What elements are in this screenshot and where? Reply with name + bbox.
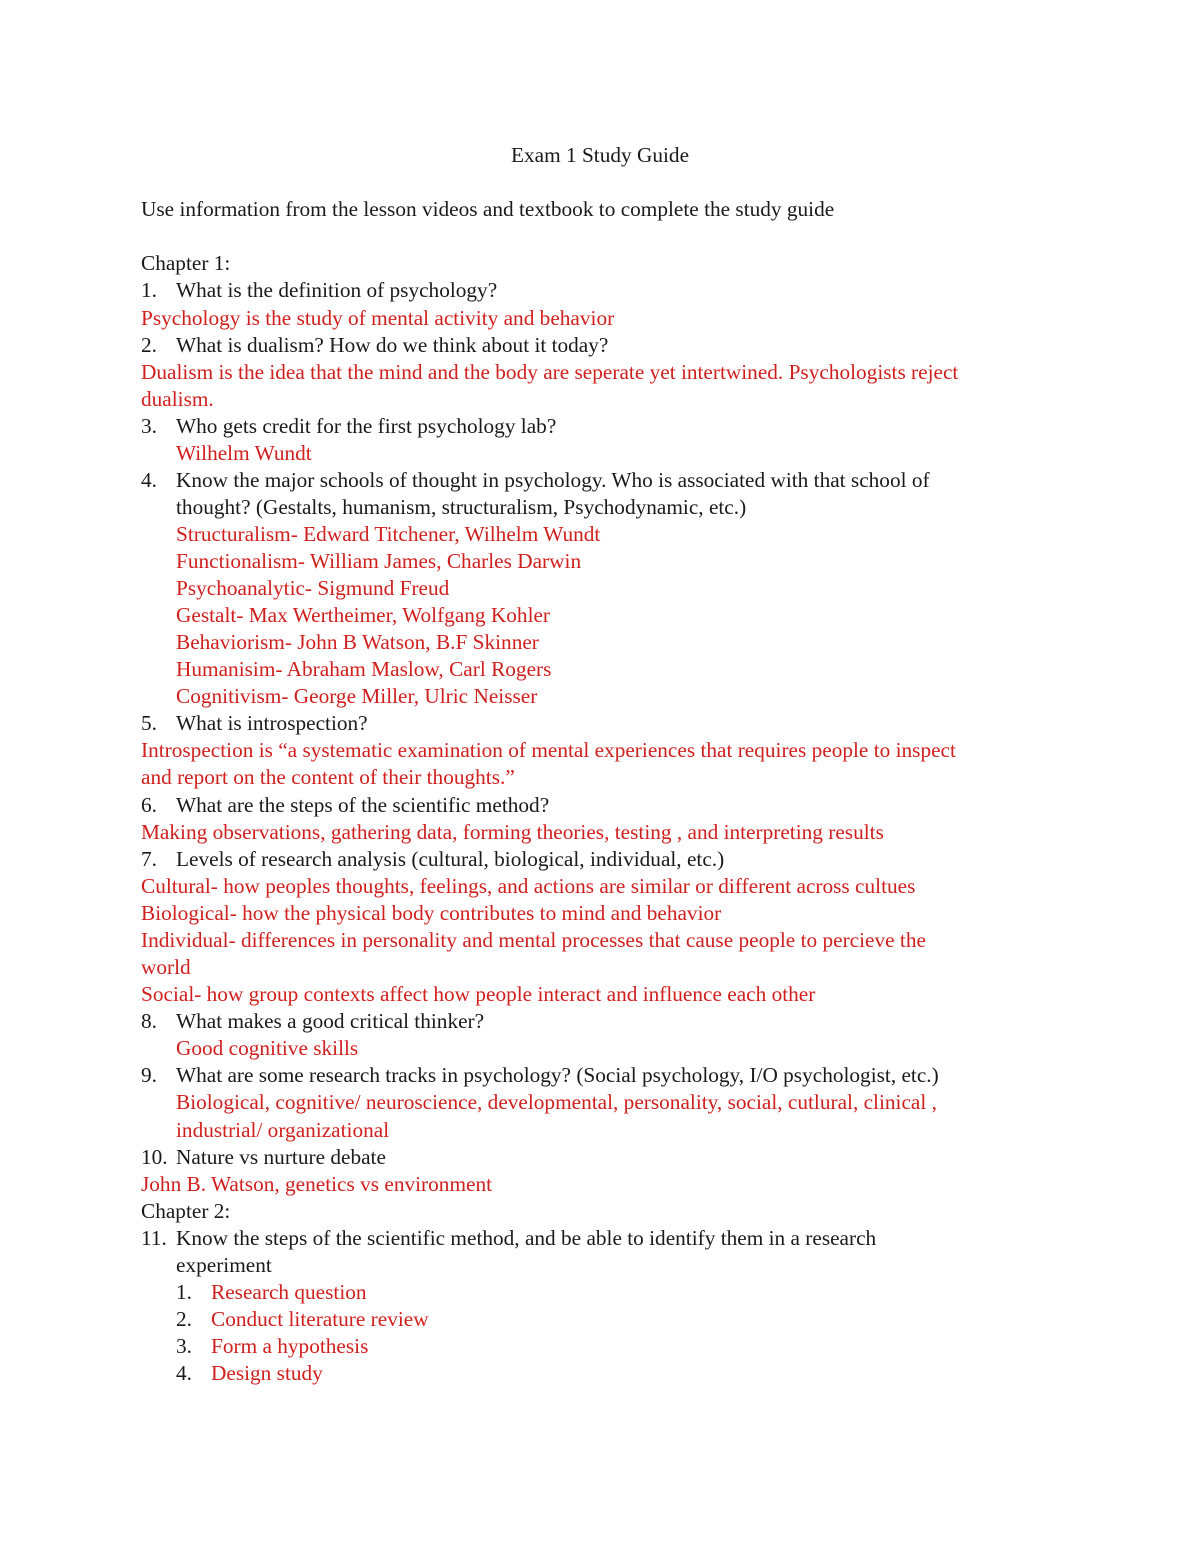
q11-step-number: 4. — [176, 1361, 192, 1385]
q4-answer: Cognitivism- George Miller, Ulric Neisser — [176, 684, 538, 708]
q2-answer-line2: dualism. — [141, 387, 214, 411]
q4-number: 4. — [141, 468, 157, 492]
q8-answer: Good cognitive skills — [176, 1036, 359, 1060]
q11-step: Design study — [211, 1361, 323, 1385]
q4-answer: Gestalt- Max Wertheimer, Wolfgang Kohler — [176, 603, 551, 627]
q3-number: 3. — [141, 414, 157, 438]
q11-step-number: 3. — [176, 1334, 192, 1358]
q1-answer: Psychology is the study of mental activity and behavior — [141, 306, 615, 330]
q8-text: What makes a good critical thinker? — [176, 1009, 485, 1033]
q7-answer-individual-line1: Individual- differences in personality and mental processes that cause people to percieve the — [141, 928, 926, 952]
q7-text: Levels of research analysis (cultural, biological, individual, etc.) — [176, 847, 725, 871]
q2-text: What is dualism? How do we think about it today? — [176, 333, 609, 357]
q4-answer: Structuralism- Edward Titchener, Wilhelm Wundt — [176, 522, 601, 546]
q1-number: 1. — [141, 278, 157, 302]
instructions: Use information from the lesson videos and textbook to complete the study guide — [141, 197, 835, 221]
q7-answer-cultural: Cultural- how peoples thoughts, feelings, and actions are similar or different across cultues — [141, 874, 916, 898]
q6-number: 6. — [141, 793, 157, 817]
q11-step: Research question — [211, 1280, 367, 1304]
q11-number: 11. — [141, 1226, 167, 1250]
q11-text-line1: Know the steps of the scientific method, and be able to identify them in a research — [176, 1226, 877, 1250]
chapter-1-heading: Chapter 1: — [141, 251, 231, 275]
q6-answer: Making observations, gathering data, forming theories, testing , and interpreting results — [141, 820, 884, 844]
q4-text-line1: Know the major schools of thought in psychology. Who is associated with that school of — [176, 468, 930, 492]
q11-step-number: 2. — [176, 1307, 192, 1331]
q5-answer-line2: and report on the content of their thoughts.” — [141, 765, 515, 789]
q5-answer-line1: Introspection is “a systematic examination of mental experiences that requires people to inspect — [141, 738, 956, 762]
q4-text-line2: thought? (Gestalts, humanism, structuralism, Psychodynamic, etc.) — [176, 495, 747, 519]
q7-number: 7. — [141, 847, 157, 871]
q3-answer: Wilhelm Wundt — [176, 441, 312, 465]
q9-answer-line1: Biological, cognitive/ neuroscience, developmental, personality, social, cutlural, clinical , — [176, 1090, 937, 1114]
q10-number: 10. — [141, 1145, 168, 1169]
q3-text: Who gets credit for the first psychology lab? — [176, 414, 557, 438]
q4-answer: Psychoanalytic- Sigmund Freud — [176, 576, 450, 600]
q11-text-line2: experiment — [176, 1253, 272, 1277]
chapter-2-heading: Chapter 2: — [141, 1199, 231, 1223]
q10-text: Nature vs nurture debate — [176, 1145, 386, 1169]
page-title: Exam 1 Study Guide — [510, 143, 690, 167]
q11-step-number: 1. — [176, 1280, 192, 1304]
q4-answer: Behaviorism- John B Watson, B.F Skinner — [176, 630, 539, 654]
q1-text: What is the definition of psychology? — [176, 278, 498, 302]
q11-step: Form a hypothesis — [211, 1334, 369, 1358]
q6-text: What are the steps of the scientific method? — [176, 793, 550, 817]
q2-answer-line1: Dualism is the idea that the mind and the body are seperate yet intertwined. Psychologists reject — [141, 360, 959, 384]
q11-step: Conduct literature review — [211, 1307, 429, 1331]
q5-text: What is introspection? — [176, 711, 368, 735]
q7-answer-individual-line2: world — [141, 955, 191, 979]
q9-answer-line2: industrial/ organizational — [176, 1118, 390, 1142]
q8-number: 8. — [141, 1009, 157, 1033]
q4-answer: Functionalism- William James, Charles Darwin — [176, 549, 582, 573]
q7-answer-biological: Biological- how the physical body contributes to mind and behavior — [141, 901, 722, 925]
q7-answer-social: Social- how group contexts affect how people interact and influence each other — [141, 982, 816, 1006]
q10-answer: John B. Watson, genetics vs environment — [141, 1172, 493, 1196]
q4-answer: Humanisim- Abraham Maslow, Carl Rogers — [176, 657, 552, 681]
q9-number: 9. — [141, 1063, 157, 1087]
q2-number: 2. — [141, 333, 157, 357]
q9-text: What are some research tracks in psychology? (Social psychology, I/O psychologist, etc.) — [176, 1063, 939, 1087]
q5-number: 5. — [141, 711, 157, 735]
